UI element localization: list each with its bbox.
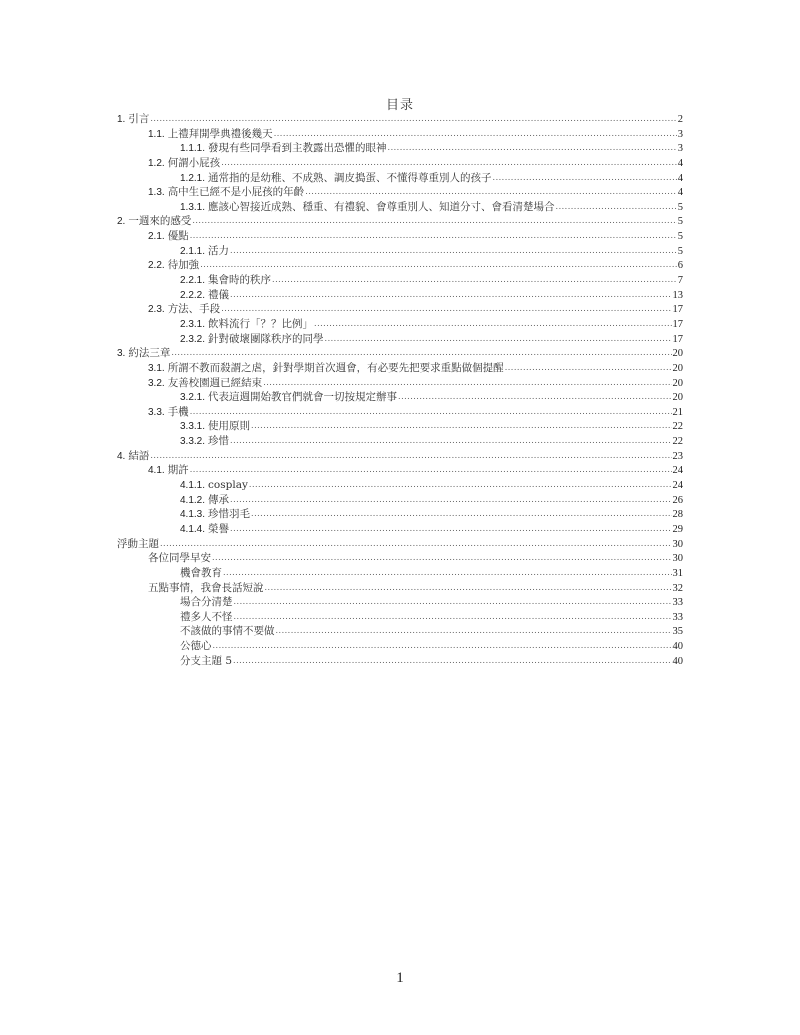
toc-entry[interactable] [117,478,683,493]
dot-leader [200,258,677,273]
toc-entry-title: 各位同學早安 [148,552,211,565]
toc-entry-title: 機會教育 [180,566,222,579]
toc-entry-title: 引言 [128,113,150,125]
toc-entry-title: 方法、手段 [167,303,221,316]
toc-entry-title: 不該做的事情不要做 [180,625,275,638]
toc-entry[interactable] [117,581,683,596]
toc-entry-number: 2.2.1. [180,275,206,287]
toc-entry[interactable] [117,244,683,259]
toc-entry[interactable] [117,405,683,420]
toc-entry-number: 1.1.1. [180,143,206,155]
toc-entry-title: 約法三章 [128,347,171,360]
toc-entry[interactable] [117,288,683,303]
toc-entry[interactable] [117,317,683,332]
dot-leader [160,537,672,552]
toc-entry[interactable] [117,200,683,215]
toc-entry-page: 2 [677,114,683,125]
dot-leader [233,654,671,669]
toc-entry-title: 高中生已經不是小屁孩的年齡 [167,186,305,199]
toc-entry-page: 6 [677,260,683,272]
toc-entry-page: 31 [672,567,683,579]
toc-entry-number: 1.2.1. [180,172,206,184]
toc-entry-page: 26 [672,494,683,506]
toc-entry[interactable] [117,522,683,537]
toc-entry-page: 20 [672,348,683,360]
toc-entry-number: 3.3.1. [180,421,206,433]
dot-leader [234,610,672,625]
toc-entry[interactable] [117,156,683,171]
dot-leader [230,244,677,259]
toc-entry-title: 何謂小屁孩 [167,156,221,169]
dot-leader [230,493,671,508]
toc-entry-page: 13 [672,289,683,301]
toc-entry-title: 集會時的秩序 [208,274,272,287]
toc-entry-page: 23 [672,450,683,462]
toc-entry-title: 手機 [167,405,189,418]
page-number: 1 [396,970,404,986]
toc-entry-number: 1. [117,114,126,125]
toc-entry[interactable] [117,273,683,288]
dot-leader [314,317,671,332]
dot-leader [230,288,671,303]
dot-leader [325,332,672,347]
toc-entry[interactable] [117,127,683,142]
toc-entry-title: cosplay [208,479,248,492]
dot-leader [223,566,672,581]
toc-entry-title: 榮譽 [208,522,230,535]
toc-entry-number: 4. [117,450,126,462]
dot-leader [493,171,677,186]
toc-entry-page: 35 [672,626,683,638]
toc-entry-page: 17 [672,318,683,330]
toc-entry-number: 3.3. [148,406,165,418]
toc-entry-number: 4.1.4. [180,523,206,535]
dot-leader [272,273,677,288]
toc-entry-page: 17 [672,333,683,345]
dot-leader [190,229,677,244]
toc-entry[interactable] [117,171,683,186]
toc-entry-number: 4.1.2. [180,494,206,506]
toc-entry-page: 40 [672,655,683,667]
toc-entry[interactable] [117,229,683,244]
toc-entry-title: 期許 [167,464,189,477]
toc-entry-title: 待加強 [167,259,200,272]
toc-entry-page: 3 [677,143,683,155]
toc-entry-page: 17 [672,304,683,316]
toc-entry-number: 1.3. [148,187,165,199]
toc-entry-page: 20 [672,377,683,389]
toc-entry[interactable] [117,185,683,200]
dot-leader [230,522,671,537]
toc-title: 目录 [385,98,414,113]
toc-entry-number: 2.3.2. [180,333,206,345]
dot-leader [251,507,671,522]
toc-entry-page: 3 [677,128,683,140]
toc-entry[interactable] [117,214,683,229]
toc-entry[interactable] [117,507,683,522]
toc-entry-page: 24 [672,465,683,477]
toc-entry-title: 禮儀 [208,288,230,301]
toc-entry[interactable] [117,449,683,464]
toc-entry-number: 4.1.3. [180,509,206,521]
toc-entry[interactable] [117,390,683,405]
dot-leader [230,434,671,449]
toc-entry[interactable] [117,624,683,639]
toc-entry-number: 3.1. [148,362,165,374]
toc-entry-page: 30 [672,553,683,565]
table-of-contents [117,112,683,668]
toc-entry-number: 3.3.2. [180,436,206,448]
toc-entry-title: 珍惜羽毛 [208,508,251,521]
toc-entry-number: 2. [117,216,126,228]
dot-leader [192,214,676,229]
toc-entry-page: 4 [677,187,683,199]
toc-entry-title: 友善校園週已經結束 [167,376,263,389]
toc-entry-number: 3.2.1. [180,392,206,404]
toc-entry[interactable] [117,537,683,552]
toc-entry[interactable] [117,566,683,581]
toc-entry[interactable] [117,551,683,566]
toc-entry-page: 40 [672,641,683,653]
toc-entry-page: 5 [677,245,683,257]
toc-entry-title: 所謂不教而殺謂之虐，針對學期首次週會，有必要先把要求重點做個提醒 [167,361,504,374]
toc-entry-page: 5 [677,201,683,213]
toc-entry[interactable] [117,434,683,449]
toc-entry[interactable] [117,141,683,156]
toc-entry-title: 分支主題 5 [180,654,233,667]
toc-entry-page: 4 [677,172,683,184]
toc-entry-title: 飲料流行「？？比例」 [208,317,314,330]
toc-entry-number: 4.1.1. [180,480,206,492]
toc-entry[interactable] [117,595,683,610]
toc-entry-page: 33 [672,597,683,609]
toc-entry-page: 30 [672,538,683,550]
dot-leader [221,156,677,171]
toc-entry-title: 使用原則 [208,420,251,433]
toc-entry-title: 浮動主題 [117,537,159,550]
toc-entry[interactable] [117,332,683,347]
toc-entry[interactable] [117,376,683,391]
dot-leader [263,376,671,391]
toc-entry-title: 優點 [167,230,189,243]
dot-leader [234,595,672,610]
dot-leader [150,112,676,127]
toc-entry[interactable] [117,610,683,625]
toc-entry-title: 珍惜 [208,435,230,448]
dot-leader [265,581,672,596]
toc-entry-number: 2.3.1. [180,318,206,330]
toc-entry-page: 20 [672,392,683,404]
toc-entry-page: 22 [672,436,683,448]
toc-entry[interactable] [117,258,683,273]
dot-leader [274,127,677,142]
toc-entry-title: 上禮拜開學典禮後幾天 [167,127,273,140]
toc-entry-title: 發現有些同學看到主教露出恐懼的眼神 [208,142,387,155]
toc-entry[interactable] [117,419,683,434]
toc-entry-number: 2.1.1. [180,245,206,257]
toc-entry[interactable] [117,361,683,376]
toc-entry-page: 29 [672,523,683,535]
toc-entry-number: 2.2. [148,260,165,272]
dot-leader [171,346,671,361]
toc-entry-title: 公德心 [180,640,212,653]
toc-entry[interactable] [117,112,683,127]
toc-entry-title: 禮多人不怪 [180,610,233,623]
toc-entry-page: 32 [672,582,683,594]
toc-entry-number: 2.2.2. [180,289,206,301]
dot-leader [276,624,672,639]
dot-leader [388,141,677,156]
dot-leader [249,478,672,493]
toc-entry[interactable] [117,639,683,654]
toc-entry-title: 場合分清楚 [180,596,233,609]
toc-entry-page: 20 [672,362,683,374]
toc-entry-number: 2.3. [148,304,165,316]
toc-entry-title: 針對破壞團隊秩序的同學 [208,332,324,345]
toc-entry-page: 5 [677,216,683,228]
toc-entry-page: 4 [677,157,683,169]
toc-entry[interactable] [117,463,683,478]
dot-leader [221,302,671,317]
toc-entry-title: 結語 [128,449,150,462]
toc-entry-number: 3.2. [148,377,165,389]
toc-entry-page: 28 [672,509,683,521]
dot-leader [505,361,672,376]
dot-leader [305,185,677,200]
toc-entry-page: 5 [677,231,683,243]
toc-entry-title: 一週來的感受 [128,215,192,228]
dot-leader [190,463,672,478]
dot-leader [150,449,671,464]
toc-entry[interactable] [117,654,683,669]
toc-entry-number: 3. [117,348,126,360]
toc-entry-title: 通常指的是幼稚、不成熟、調皮搗蛋、不懂得尊重別人的孩子 [208,171,492,184]
toc-entry-number: 4.1. [148,465,165,477]
dot-leader [213,639,672,654]
toc-entry-page: 21 [672,406,683,418]
dot-leader [190,405,672,420]
dot-leader [398,390,671,405]
toc-entry-page: 7 [677,275,683,287]
toc-entry-page: 22 [672,421,683,433]
toc-entry[interactable] [117,493,683,508]
toc-entry-title: 五點事情，我會長話短說 [148,581,264,594]
toc-entry-title: 應該心智接近成熟、穩重、有禮貌、會尊重別人、知道分寸、會看清楚場合 [208,200,555,213]
toc-entry[interactable] [117,302,683,317]
toc-entry-page: 24 [672,480,683,492]
toc-entry-number: 1.3.1. [180,201,206,213]
dot-leader [556,200,677,215]
toc-entry-title: 代表這週開始教官們就會一切按規定辦事 [208,391,398,404]
toc-entry-title: 傳承 [208,493,230,506]
dot-leader [212,551,672,566]
toc-entry-page: 33 [672,611,683,623]
toc-entry-number: 2.1. [148,231,165,243]
toc-entry-number: 1.2. [148,157,165,169]
toc-entry-number: 1.1. [148,128,165,140]
toc-entry-title: 活力 [208,244,230,257]
toc-entry[interactable] [117,346,683,361]
dot-leader [251,419,671,434]
